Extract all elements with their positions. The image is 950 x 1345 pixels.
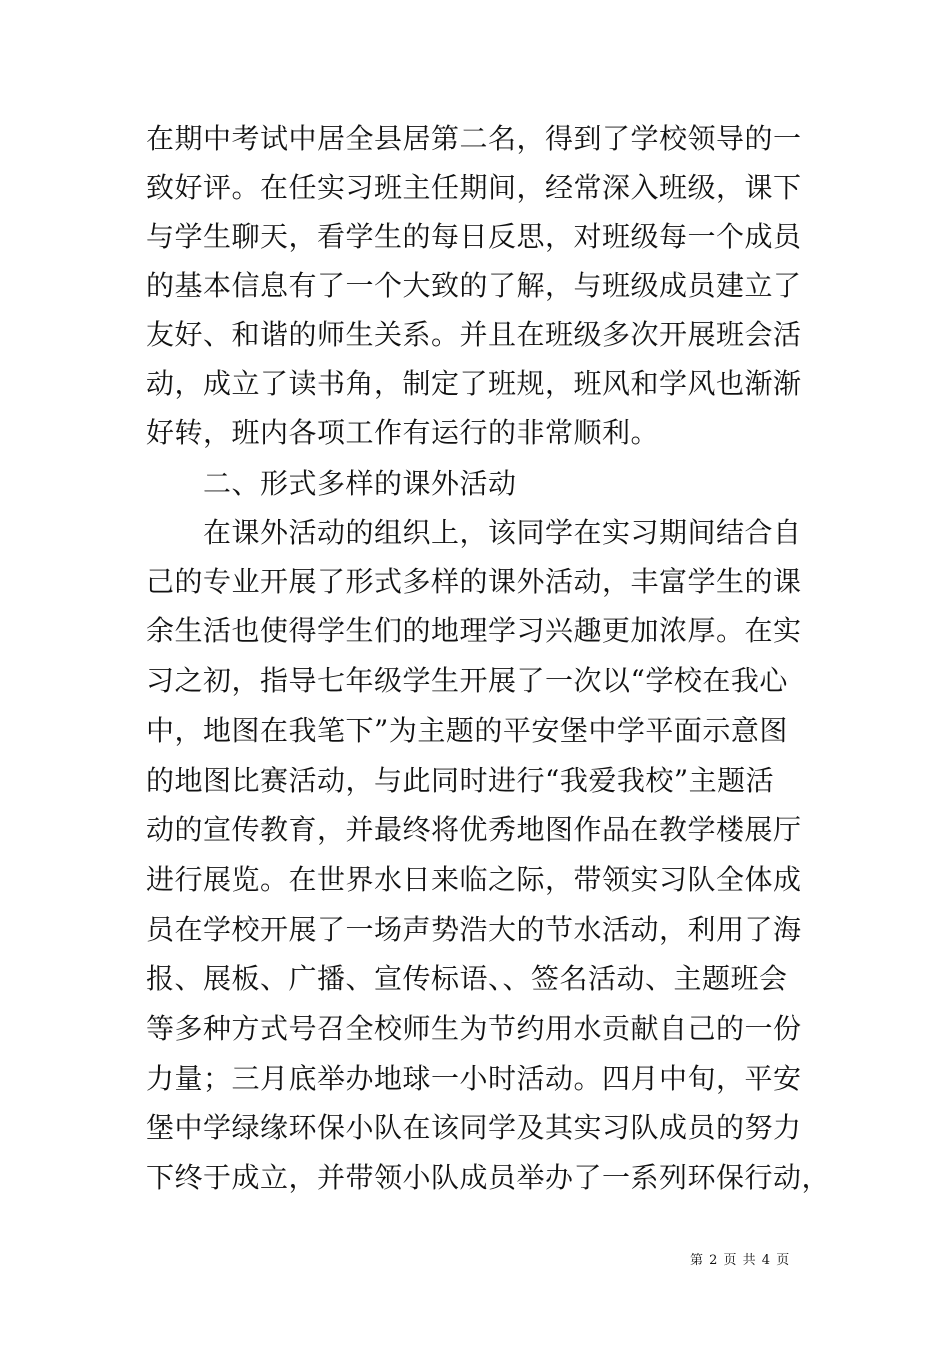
text-line: 习之初，指导七年级学生开展了一次以“学校在我心 xyxy=(146,664,788,697)
text-line: 动的宣传教育，并最终将优秀地图作品在教学楼展厅 xyxy=(146,813,802,846)
text-line: 动，成立了读书角，制定了班规，班风和学风也渐渐 xyxy=(146,367,802,400)
text-line: 在期中考试中居全县居第二名，得到了学校领导的一 xyxy=(146,122,802,155)
text-line: 好转，班内各项工作有运行的非常顺利。 xyxy=(146,416,660,449)
page-number-footer: 第 2 页 共 4 页 xyxy=(690,1253,790,1268)
text-line: 的基本信息有了一个大致的了解，与班级成员建立了 xyxy=(146,269,802,302)
text-line: 的地图比赛活动，与此同时进行“我爱我校”主题活 xyxy=(146,764,775,797)
text-line: 进行展览。在世界水日来临之际，带领实习队全体成 xyxy=(146,863,802,896)
text-line: 己的专业开展了形式多样的课外活动，丰富学生的课 xyxy=(146,565,802,598)
paragraph-first-line: 在课外活动的组织上，该同学在实习期间结合自 xyxy=(203,516,802,549)
text-line: 员在学校开展了一场声势浩大的节水活动，利用了海 xyxy=(146,913,802,946)
text-line: 致好评。在任实习班主任期间，经常深入班级，课下 xyxy=(146,171,802,204)
text-line: 与学生聊天，看学生的每日反思，对班级每一个成员 xyxy=(146,220,802,253)
text-line: 力量；三月底举办地球一小时活动。四月中旬，平安 xyxy=(146,1062,802,1095)
text-line: 友好、和谐的师生关系。并且在班级多次开展班会活 xyxy=(146,318,802,351)
text-line: 等多种方式号召全校师生为节约用水贡献自己的一份 xyxy=(146,1012,802,1045)
text-line: 报、展板、广播、宣传标语、、签名活动、主题班会 xyxy=(146,962,788,995)
text-line: 余生活也使得学生们的地理学习兴趣更加浓厚。在实 xyxy=(146,614,802,647)
text-line: 中，地图在我笔下”为主题的平安堡中学平面示意图 xyxy=(146,714,788,747)
text-line: 堡中学绿缘环保小队在该同学及其实习队成员的努力 xyxy=(146,1111,802,1144)
text-line: 下终于成立，并带领小队成员举办了一系列环保行动， xyxy=(146,1161,831,1194)
section-heading: 二、形式多样的课外活动 xyxy=(203,467,517,500)
